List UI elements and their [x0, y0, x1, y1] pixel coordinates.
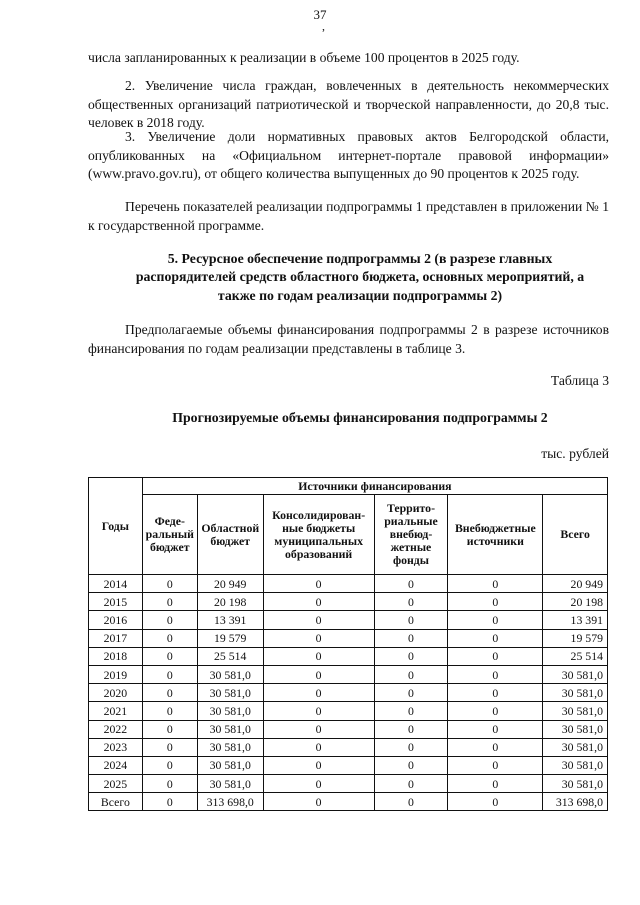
cell-regional: 25 514: [197, 647, 263, 665]
cell-federal: 0: [142, 647, 197, 665]
cell-federal: 0: [142, 793, 197, 811]
cell-offbudget: 0: [448, 593, 543, 611]
cell-offbudget: 0: [448, 793, 543, 811]
cell-municipal: 0: [263, 793, 374, 811]
cell-territorial: 0: [374, 611, 448, 629]
cell-total: 20 198: [543, 593, 608, 611]
table-row: [89, 593, 608, 611]
cell-municipal: 0: [263, 647, 374, 665]
cell-offbudget: 0: [448, 575, 543, 593]
paragraph-1: числа запланированных к реализации в объеме 100 процентов в 2025 году.: [88, 50, 520, 65]
cell-total: 30 581,0: [543, 775, 608, 793]
cell-year: 2014: [89, 575, 143, 593]
cell-total: 20 949: [543, 575, 608, 593]
cell-year: 2019: [89, 665, 143, 683]
cell-offbudget: 0: [448, 720, 543, 738]
cell-municipal: 0: [263, 738, 374, 756]
table-row: [89, 611, 608, 629]
cell-municipal: 0: [263, 702, 374, 720]
cell-total: 30 581,0: [543, 720, 608, 738]
table-row: [89, 720, 608, 738]
cell-territorial: 0: [374, 629, 448, 647]
cell-territorial: 0: [374, 647, 448, 665]
table-row: [89, 775, 608, 793]
cell-year: 2025: [89, 775, 143, 793]
cell-offbudget: 0: [448, 611, 543, 629]
cell-territorial: 0: [374, 684, 448, 702]
cell-territorial: 0: [374, 702, 448, 720]
cell-federal: 0: [142, 756, 197, 774]
paragraph-2: 2. Увеличение числа граждан, вовлеченных в деятельность некоммерческих общественных организаций патриотической и творческой направленности, до 20,8 тыс. человек в 2018 году.: [88, 78, 609, 131]
cell-regional: 30 581,0: [197, 756, 263, 774]
header-sources-group: Источники финансирования: [142, 478, 607, 495]
cell-municipal: 0: [263, 684, 374, 702]
cell-total: 30 581,0: [543, 684, 608, 702]
cell-total: 30 581,0: [543, 756, 608, 774]
cell-territorial: 0: [374, 775, 448, 793]
cell-federal: 0: [142, 775, 197, 793]
table-row: [89, 665, 608, 683]
cell-federal: 0: [142, 575, 197, 593]
cell-total: 30 581,0: [543, 702, 608, 720]
table-row: [89, 793, 608, 811]
cell-territorial: 0: [374, 720, 448, 738]
table-row: [89, 629, 608, 647]
cell-total: 25 514: [543, 647, 608, 665]
cell-year: 2022: [89, 720, 143, 738]
cell-federal: 0: [142, 665, 197, 683]
cell-regional: 30 581,0: [197, 665, 263, 683]
table-row: [89, 575, 608, 593]
cell-federal: 0: [142, 738, 197, 756]
table-row: [89, 647, 608, 665]
table-title: Прогнозируемые объемы финансирования подпрограммы 2: [172, 410, 548, 425]
cell-municipal: 0: [263, 665, 374, 683]
cell-year: 2024: [89, 756, 143, 774]
cell-municipal: 0: [263, 593, 374, 611]
cell-offbudget: 0: [448, 702, 543, 720]
cell-offbudget: 0: [448, 629, 543, 647]
cell-offbudget: 0: [448, 665, 543, 683]
cell-year: 2017: [89, 629, 143, 647]
cell-regional: 19 579: [197, 629, 263, 647]
cell-year: Всего: [89, 793, 143, 811]
cell-year: 2016: [89, 611, 143, 629]
table-caption: Таблица 3: [550, 373, 609, 388]
header-municipal: Консолидирован-ные бюджеты муниципальных образований: [263, 495, 374, 575]
cell-municipal: 0: [263, 756, 374, 774]
cell-municipal: 0: [263, 720, 374, 738]
section-heading: 5. Ресурсное обеспечение подпрограммы 2 (в разрезе главных распорядителей средств областного бюджета, основных мероприятий, а также по годам реализации подпрограммы 2): [135, 251, 585, 303]
paragraph-4: Перечень показателей реализации подпрограммы 1 представлен в приложении № 1 к государственной программе.: [88, 199, 609, 233]
table-row: [89, 684, 608, 702]
cell-offbudget: 0: [448, 738, 543, 756]
cell-total: 19 579: [543, 629, 608, 647]
cell-year: 2023: [89, 738, 143, 756]
cell-total: 30 581,0: [543, 665, 608, 683]
cell-regional: 20 949: [197, 575, 263, 593]
header-regional: Областной бюджет: [197, 495, 263, 575]
cell-year: 2020: [89, 684, 143, 702]
cell-regional: 30 581,0: [197, 702, 263, 720]
cell-municipal: 0: [263, 775, 374, 793]
header-federal: Феде-ральный бюджет: [142, 495, 197, 575]
cell-federal: 0: [142, 684, 197, 702]
cell-territorial: 0: [374, 756, 448, 774]
cell-municipal: 0: [263, 629, 374, 647]
table-row: [89, 756, 608, 774]
paragraph-5: Предполагаемые объемы финансирования подпрограммы 2 в разрезе источников финансирования по годам реализации представлены в таблице 3.: [88, 322, 609, 356]
cell-offbudget: 0: [448, 775, 543, 793]
header-total: Всего: [543, 495, 608, 575]
cell-municipal: 0: [263, 575, 374, 593]
table-row: [89, 738, 608, 756]
cell-territorial: 0: [374, 593, 448, 611]
cell-federal: 0: [142, 629, 197, 647]
cell-federal: 0: [142, 702, 197, 720]
cell-offbudget: 0: [448, 756, 543, 774]
page-number: 37: [313, 7, 327, 22]
cell-federal: 0: [142, 611, 197, 629]
cell-federal: 0: [142, 720, 197, 738]
cell-year: 2021: [89, 702, 143, 720]
paragraph-3: 3. Увеличение доли нормативных правовых актов Белгородской области, опубликованных на «Официальном интернет-портале правовой информации» (www.pravo.gov.ru), от общего количества выпущенных до 90 процентов к 2025 году.: [88, 129, 609, 182]
cell-regional: 13 391: [197, 611, 263, 629]
cell-federal: 0: [142, 593, 197, 611]
cell-regional: 313 698,0: [197, 793, 263, 811]
cell-total: 30 581,0: [543, 738, 608, 756]
cell-territorial: 0: [374, 793, 448, 811]
stray-mark: ,: [322, 19, 325, 33]
table-body: [89, 575, 608, 811]
header-territorial: Террито-риальные внебюд-жетные фонды: [374, 495, 448, 575]
units-label: тыс. рублей: [541, 446, 609, 461]
cell-territorial: 0: [374, 738, 448, 756]
cell-offbudget: 0: [448, 647, 543, 665]
cell-year: 2015: [89, 593, 143, 611]
cell-total: 313 698,0: [543, 793, 608, 811]
cell-regional: 30 581,0: [197, 738, 263, 756]
cell-total: 13 391: [543, 611, 608, 629]
cell-territorial: 0: [374, 575, 448, 593]
cell-regional: 20 198: [197, 593, 263, 611]
table-row: [89, 702, 608, 720]
cell-regional: 30 581,0: [197, 720, 263, 738]
cell-territorial: 0: [374, 665, 448, 683]
cell-regional: 30 581,0: [197, 775, 263, 793]
cell-offbudget: 0: [448, 684, 543, 702]
financing-table: [88, 477, 608, 811]
cell-year: 2018: [89, 647, 143, 665]
header-years: Годы: [89, 478, 143, 575]
cell-regional: 30 581,0: [197, 684, 263, 702]
header-offbudget: Внебюджетные источники: [448, 495, 543, 575]
cell-municipal: 0: [263, 611, 374, 629]
